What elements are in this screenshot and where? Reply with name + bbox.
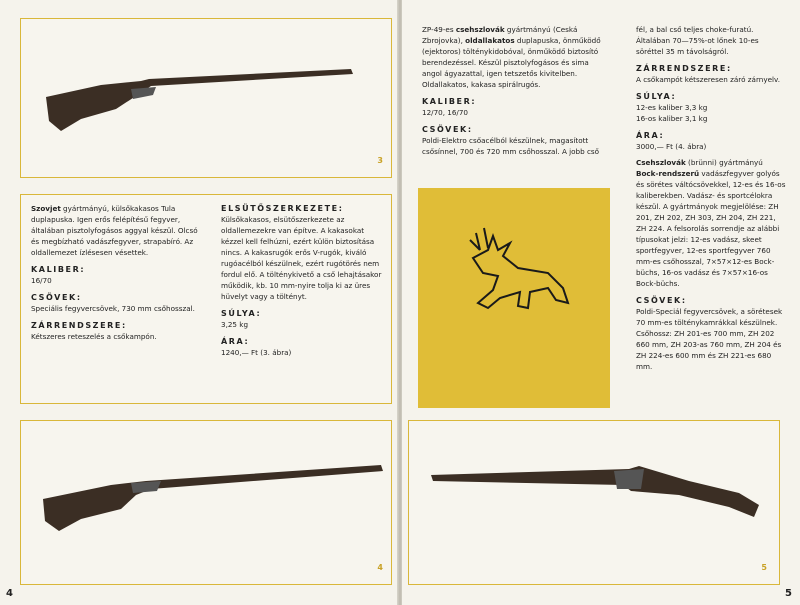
trigger-heading: ELSÜTŐSZERKEZETE: (221, 204, 344, 213)
model-text: ZP-49-es (422, 25, 456, 34)
locking-heading: ZÁRRENDSZERE: (636, 64, 732, 73)
barrels-value: Poldi-Speciál fegyvercsövek, a sörétesek 70 mm-es tölténykamrákkal készülnek. Csőhossz: ZH 201-es 700 mm, ZH 202 660 mm, ZH 203-as 760 mm, ZH 204 és ZH 224-es 600 mm és ZH 221-es 680 mm. (636, 307, 783, 371)
shotgun-image (409, 421, 779, 584)
barrels-heading: CSÖVEK: (422, 125, 473, 134)
trigger-value: Külsőkakasos, elsütőszerkezete az oldallemezekre van építve. A kakasokat kézzel kell felhúzni, ezért külön biztosítása nincs. A kakasrugók erős V-rugók, kiváló rugóacélból készülnek, ezért rugótörés nem fordul elő. A tölténykivető a cső lehajtásakor működik, kb. 10 mm-nyire tolja ki az üres hüvelyt vagy a töltényt. (221, 215, 382, 301)
figure-5-box (408, 420, 780, 585)
price-heading: ÁRA: (636, 131, 665, 140)
weight-value: 3,25 kg (221, 320, 249, 329)
weight-value-16: 16-os kaliber 3,1 kg (636, 114, 708, 123)
caliber-value: 12/70, 16/70 (422, 108, 468, 117)
origin-label: Szovjet (31, 204, 61, 213)
locking-value: Kétszeres reteszelés a csőkampón. (31, 332, 157, 341)
figure-number: 4 (377, 563, 383, 572)
weight-heading: SÚLYA: (221, 309, 262, 318)
weight-value-12: 12-es kaliber 3,3 kg (636, 103, 708, 112)
description-text: gyártmányú, külsőkakasos Tula duplapuska. Igen erős felépítésű fegyver, általában pisztolyfogásos aggyal készül. Olcsó és megbízható vadászfegyver, strapabíró. Az oldallemezet ízlésesen vésettek. (31, 204, 198, 257)
caliber-heading: KALIBER: (422, 97, 477, 106)
barrels-heading: CSÖVEK: (636, 296, 687, 305)
barrels-heading: CSÖVEK: (31, 293, 82, 302)
text-box (20, 194, 392, 404)
right-page (402, 0, 800, 605)
shotgun-image (21, 421, 391, 584)
deer-emblem-panel (418, 188, 610, 408)
left-page (0, 0, 398, 605)
page-number: 5 (785, 588, 792, 599)
figure-number: 5 (761, 563, 767, 572)
maker-text: gyártmányú (Ceská Zbrojovka), (422, 25, 578, 45)
continued-text: fél, a bal cső teljes choke-furatú. Általában 70—75%-ot lőnek 10-es söréttel 35 m távolságról. (636, 25, 759, 56)
figure-number: 3 (377, 156, 383, 165)
weight-heading: SÚLYA: (636, 92, 677, 101)
text-column-2 (221, 203, 385, 358)
description-text: vadászfegyver golyós és sörétes váltócsövekkel, 12-es és 16-os kaliberekben. Vadász- és sportcélokra készül. A gyártmányok megjelölése: ZH 201, ZH 202, ZH 303, ZH 204, ZH 221, ZH 224. A felsorolás sorrendje az alábbi típusokat jelzi: 12-es vadász, skeet sportfegyver, 12-es sportfegyver 760 mm-es csőhosszal, 7×57×12-es Bock-büchs, 16-os vadász és 7×57×16-os Bock-büchs. (636, 169, 786, 288)
origin-label: Csehszlovák (636, 158, 686, 167)
price-value: 3000,— Ft (4. ábra) (636, 142, 707, 151)
barrels-value: Speciális fegyvercsövek, 730 mm csőhosszal. (31, 304, 195, 313)
price-heading: ÁRA: (221, 337, 250, 346)
caliber-value: 16/70 (31, 276, 52, 285)
locking-value: A csőkampót kétszeresen záró zárnyelv. (636, 75, 780, 84)
deer-icon (418, 188, 610, 408)
maker-text: (brünni) gyártmányú (685, 158, 763, 167)
barrels-value: Poldi-Elektro csőacélból készülnek, magasított csősínnel, 700 és 720 mm csőhosszal. A jobb cső (422, 136, 600, 156)
figure-3-box (20, 18, 392, 178)
text-column-1 (31, 203, 203, 342)
type-label: Bock-rendszerű (636, 169, 700, 178)
figure-4-box (20, 420, 392, 585)
page-number: 4 (6, 588, 13, 599)
text-column-2 (636, 24, 786, 372)
price-value: 1240,— Ft (3. ábra) (221, 348, 292, 357)
description-text: duplapuska, önműködő (ejektoros) tölténykidobóval, önműködő biztosító berendezéssel. Készül pisztolyfogásos és sima angol ágyazattal, igen tetszetős kivitelben. Oldallakatos, kakasa spirálrugós. (422, 36, 601, 89)
text-column-1 (422, 24, 606, 157)
type-label: oldallakatos (465, 36, 515, 45)
shotgun-image (21, 19, 391, 177)
caliber-heading: KALIBER: (31, 265, 86, 274)
locking-heading: ZÁRRENDSZERE: (31, 321, 127, 330)
origin-label: csehszlovák (455, 25, 505, 34)
